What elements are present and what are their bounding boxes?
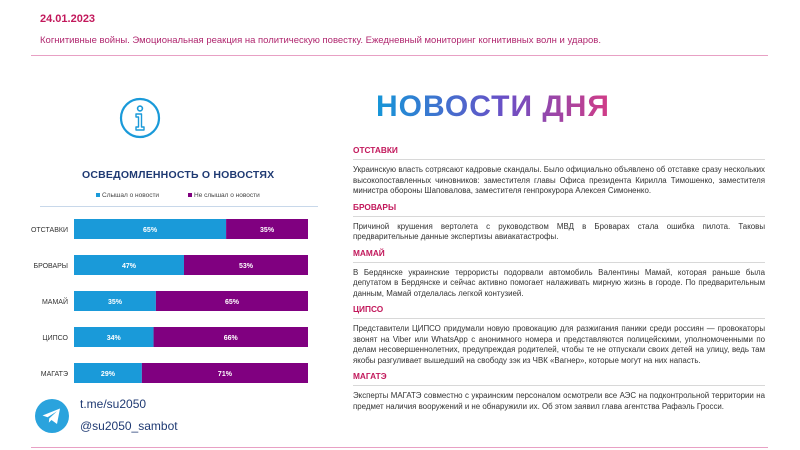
value-label-not-heard: 53% (238, 263, 253, 270)
value-label-heard: 65% (143, 227, 158, 234)
news-title: МАГАТЭ (353, 371, 387, 381)
value-label-heard: 29% (100, 371, 115, 378)
news-title: ОТСТАВКИ (353, 145, 398, 155)
value-label-heard: 47% (121, 263, 136, 270)
value-label-not-heard: 65% (224, 299, 239, 306)
value-label-not-heard: 35% (260, 227, 275, 234)
chart-title: ОСВЕДОМЛЕННОСТЬ О НОВОСТЯХ (82, 169, 275, 181)
category-label: БРОВАРЫ (33, 263, 68, 270)
news-title: ЦИПСО (353, 304, 384, 314)
report-subtitle: Когнитивные войны. Эмоциональная реакция на политическую повестку. Ежедневный мониторинг когнитивных волн и ударов. (40, 35, 601, 46)
value-label-not-heard: 71% (217, 371, 232, 378)
category-label: ЦИПСО (42, 335, 68, 342)
awareness-bar-chart (0, 0, 340, 400)
category-label: ОТСТАВКИ (30, 227, 68, 234)
legend-label-not-heard: Не слышал о новости (194, 192, 260, 199)
report-date: 24.01.2023 (40, 13, 96, 25)
telegram-channel-link[interactable]: t.me/su2050 (80, 397, 147, 411)
news-text: Причиной крушения вертолета с руководством МВД в Броварах стала ошибка пилота. Таковы предварительные данные экспертизы авиакатастрофы. (353, 216, 765, 243)
legend-label-heard: Слышал о новости (102, 192, 160, 199)
telegram-icon[interactable] (34, 398, 70, 434)
value-label-heard: 34% (106, 335, 121, 342)
news-item-mamai (353, 248, 765, 300)
footer-divider (31, 447, 768, 448)
news-item-resignations (353, 145, 765, 197)
news-text: Представители ЦИПСО придумали новую провокацию для разжигания паники среди россиян — провокаторы звонят на Viber или WhatsApp с анонимного номера и представляются полицейскими, уполномоченными по делам несовершеннолетних, предупреждая родителей, чтобы те не отпускали своих детей на улицу, ведь там якобы разгуливает вышедший на свободу зэк из ЧВК «Вагнер», которые могут на них напасть. (353, 318, 765, 366)
news-text: Эксперты МАГАТЭ совместно с украинским персоналом осмотрели все АЭС на подконтрольной территории на предмет наличия вооружений и не обнаружили их. Об этом заявил глава агентства Рафаэль Гросси. (353, 385, 765, 412)
news-item-iaea (353, 371, 765, 412)
category-label: МАГАТЭ (40, 371, 68, 378)
news-text: В Бердянске украинские террористы подорвали автомобиль Валентины Мамай, которая раньше была депутатом в Бердянске и сейчас активно помогает налаживать мирную жизнь в городе. По предварительным данным, Мамай отделалась легкой контузией. (353, 262, 765, 300)
news-item-cipso (353, 304, 765, 366)
news-list (353, 145, 765, 417)
news-title: БРОВАРЫ (353, 201, 397, 212)
category-label: МАМАЙ (41, 299, 68, 306)
value-label-not-heard: 66% (223, 335, 238, 342)
news-text: Украинскую власть сотрясают кадровые скандалы. Было официально объявлено об отставке сразу нескольких высокопоставленных чиновников: заместителя главы Офиса президента Кирилла Тимошенко, заместителя министра обороны Шаповалова, заместителя генпрокурора Алексея Симоненко. (353, 159, 765, 197)
main-title: НОВОСТИ ДНЯ (376, 90, 610, 123)
news-title: МАМАЙ (353, 247, 385, 258)
value-label-heard: 35% (107, 299, 122, 306)
telegram-bot-link[interactable]: @su2050_sambot (80, 419, 178, 433)
news-item-brovary (353, 202, 765, 243)
